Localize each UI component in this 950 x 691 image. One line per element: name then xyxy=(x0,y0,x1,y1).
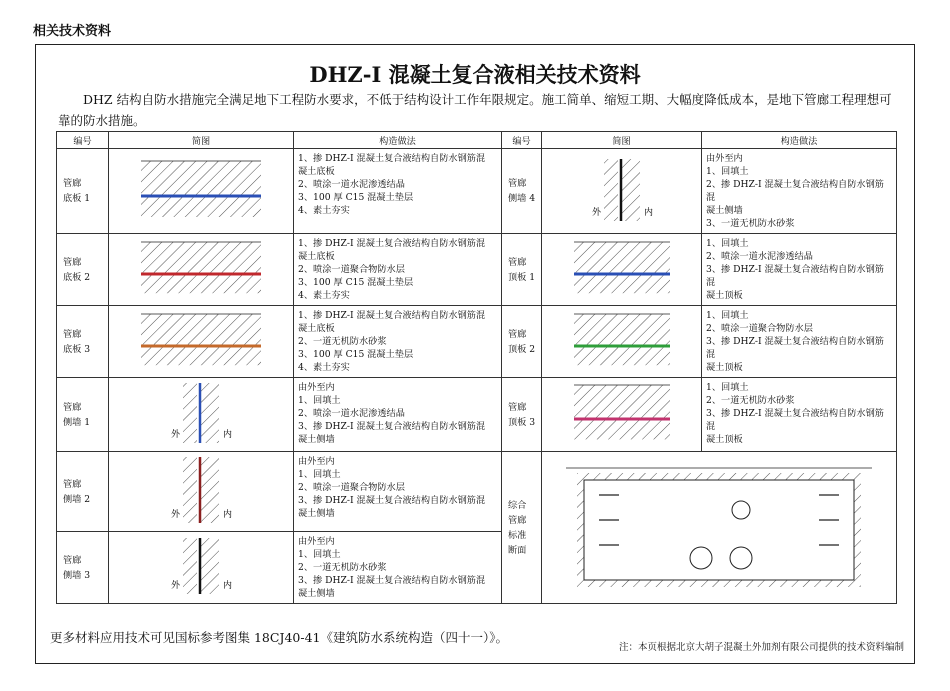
code-line: 侧墙 1 xyxy=(63,416,91,428)
method-line: 3、100 厚 C15 混凝土垫层 xyxy=(298,277,414,288)
method-line: 凝土侧墙 xyxy=(298,588,335,599)
right-method-cell xyxy=(702,378,897,452)
method-line: 2、一道无机防水砂浆 xyxy=(706,395,795,406)
right-figure-cell xyxy=(542,149,702,234)
wall-concrete-hatch xyxy=(201,457,219,523)
right-method-cell xyxy=(702,149,897,234)
table-row xyxy=(57,378,897,452)
spec-table xyxy=(56,131,897,604)
concrete-layer-hatch xyxy=(141,242,261,274)
method-line: 凝土底板 xyxy=(298,251,335,262)
right-figure-cell xyxy=(542,234,702,306)
method-line: 3、掺 DHZ-I 混凝土复合液结构自防水钢筋混 xyxy=(298,575,486,586)
method-line: 2、喷涂一道聚合物防水层 xyxy=(298,264,405,275)
wall-concrete-hatch xyxy=(201,538,219,594)
right-figure-cell xyxy=(542,378,702,452)
left-code-cell xyxy=(57,532,109,604)
method-line: 由外至内 xyxy=(298,536,335,547)
concrete-layer-hatch xyxy=(574,242,670,274)
method-line: 2、喷涂一道聚合物防水层 xyxy=(706,323,813,334)
method-line: 凝土侧墙 xyxy=(298,508,335,519)
outer-side-label: 外 xyxy=(171,430,181,440)
method-line: 凝土侧墙 xyxy=(706,205,743,216)
footer-reference: 更多材料应用技术可见国标参考图集 18CJ40-41《建筑防水系统构造（四十一）》。 xyxy=(50,630,508,645)
code-line: 底板 1 xyxy=(63,193,91,204)
col-header-figure-left: 简图 xyxy=(109,132,294,149)
backfill-hatch xyxy=(183,538,197,594)
wall-concrete-hatch xyxy=(622,159,640,221)
method-line: 2、喷涂一道水泥渗透结晶 xyxy=(298,179,405,190)
code-line: 管廊 xyxy=(508,178,527,189)
floor-slab-figure xyxy=(111,155,291,225)
method-line: 1、回填土 xyxy=(706,166,749,177)
wall-concrete-hatch xyxy=(201,383,219,443)
left-code-cell xyxy=(57,452,109,532)
concrete-layer-hatch xyxy=(141,161,261,196)
left-code-cell xyxy=(57,149,109,234)
table-row xyxy=(57,149,897,234)
method-line: 1、回填土 xyxy=(706,238,749,249)
col-header-method-left: 构造做法 xyxy=(294,132,502,149)
method-line: 由外至内 xyxy=(298,456,335,467)
base-layer-hatch xyxy=(141,274,261,293)
left-code-cell xyxy=(57,306,109,378)
floor-slab-figure xyxy=(111,308,291,372)
code-line: 管廊 xyxy=(63,554,82,566)
method-line: 凝土侧墙 xyxy=(298,434,335,445)
method-line: 3、掺 DHZ-I 混凝土复合液结构自防水钢筋混 xyxy=(706,408,884,432)
left-code-cell xyxy=(57,234,109,306)
code-line: 标准 xyxy=(508,529,527,541)
inner-side-label: 内 xyxy=(643,207,653,218)
code-line: 侧墙 4 xyxy=(508,193,536,204)
roof-slab-figure xyxy=(544,308,700,372)
method-line: 由外至内 xyxy=(298,382,335,393)
code-line: 综合 xyxy=(508,499,527,511)
code-line: 管廊 xyxy=(63,256,82,268)
method-line: 4、素土夯实 xyxy=(298,362,350,373)
right-code-cell xyxy=(502,306,542,378)
page-title: DHZ-I 混凝土复合液相关技术资料 xyxy=(309,62,641,87)
col-header-code-right: 编号 xyxy=(502,132,542,149)
section-code-cell xyxy=(502,452,542,604)
side-wall-figure xyxy=(544,155,700,225)
table-row xyxy=(57,306,897,378)
col-header-code-left: 编号 xyxy=(57,132,109,149)
code-line: 侧墙 2 xyxy=(63,493,91,505)
right-code-cell xyxy=(502,378,542,452)
method-line: 1、回填土 xyxy=(298,469,341,480)
method-line: 凝土顶板 xyxy=(706,362,743,373)
method-line: 3、掺 DHZ-I 混凝土复合液结构自防水钢筋混 xyxy=(706,336,884,360)
concrete-layer-hatch xyxy=(574,385,670,419)
left-figure-cell xyxy=(109,149,294,234)
code-line: 管廊 xyxy=(508,256,527,268)
method-line: 1、掺 DHZ-I 混凝土复合液结构自防水钢筋混 xyxy=(298,153,486,164)
inner-side-label: 内 xyxy=(223,581,233,591)
right-code-cell xyxy=(502,149,542,234)
inner-side-label: 内 xyxy=(223,510,233,520)
right-method-cell xyxy=(702,234,897,306)
outer-side-label: 外 xyxy=(591,207,601,218)
code-line: 管廊 xyxy=(63,178,82,189)
table-header-row xyxy=(57,132,897,149)
gallery-chamber xyxy=(584,480,854,580)
left-method-cell xyxy=(294,234,502,306)
left-method-cell xyxy=(294,378,502,452)
code-line: 管廊 xyxy=(63,328,82,340)
left-method-cell xyxy=(294,306,502,378)
left-method-cell xyxy=(294,149,502,234)
base-layer-hatch xyxy=(141,196,261,217)
base-layer-hatch xyxy=(574,346,670,365)
roof-slab-figure xyxy=(544,379,700,447)
code-line: 底板 2 xyxy=(63,271,91,283)
method-line: 2、掺 DHZ-I 混凝土复合液结构自防水钢筋混 xyxy=(706,179,884,203)
document-frame xyxy=(35,44,915,664)
left-figure-cell xyxy=(109,378,294,452)
side-wall-figure xyxy=(111,534,291,598)
code-line: 管廊 xyxy=(508,514,527,526)
concrete-layer-hatch xyxy=(141,314,261,346)
left-figure-cell xyxy=(109,452,294,532)
section-figure-cell xyxy=(542,452,897,604)
intro-paragraph: DHZ 结构自防水措施完全满足地下工程防水要求，不低于结构设计工作年限规定。施工简单、缩短工期、大幅度降低成本，是地下管廊工程理想可靠的防水措施。 xyxy=(58,92,892,128)
method-line: 4、素土夯实 xyxy=(298,290,350,301)
method-line: 1、回填土 xyxy=(298,549,341,560)
code-line: 管廊 xyxy=(63,478,82,490)
backfill-hatch xyxy=(183,383,197,443)
code-line: 顶板 3 xyxy=(508,416,536,428)
left-figure-cell xyxy=(109,306,294,378)
code-line: 底板 3 xyxy=(63,343,91,355)
base-layer-hatch xyxy=(574,419,670,439)
backfill-hatch xyxy=(183,457,197,523)
code-line: 管廊 xyxy=(508,328,527,340)
left-method-cell xyxy=(294,532,502,604)
table-row xyxy=(57,452,897,532)
outer-side-label: 外 xyxy=(171,581,181,591)
section-header-label: 相关技术资料 xyxy=(33,24,112,39)
method-line: 3、掺 DHZ-I 混凝土复合液结构自防水钢筋混 xyxy=(298,421,486,432)
base-layer-hatch xyxy=(574,274,670,293)
method-line: 由外至内 xyxy=(706,153,743,164)
roof-slab-figure xyxy=(544,236,700,300)
method-line: 2、一道无机防水砂浆 xyxy=(298,336,387,347)
method-line: 3、掺 DHZ-I 混凝土复合液结构自防水钢筋混 xyxy=(706,264,884,288)
method-line: 3、100 厚 C15 混凝土垫层 xyxy=(298,192,414,203)
table-row xyxy=(57,234,897,306)
side-wall-figure xyxy=(111,379,291,447)
pipe-gallery-section-figure xyxy=(549,456,889,596)
method-line: 凝土底板 xyxy=(298,166,335,177)
right-code-cell xyxy=(502,234,542,306)
footer-note: 注：本页根据北京大胡子混凝土外加剂有限公司提供的技术资料编制 xyxy=(618,642,904,653)
side-wall-figure xyxy=(111,453,291,527)
method-line: 4、素土夯实 xyxy=(298,205,350,216)
left-code-cell xyxy=(57,378,109,452)
method-line: 3、100 厚 C15 混凝土垫层 xyxy=(298,349,414,360)
right-figure-cell xyxy=(542,306,702,378)
col-header-method-right: 构造做法 xyxy=(702,132,897,149)
code-line: 侧墙 3 xyxy=(63,569,91,581)
method-line: 2、喷涂一道水泥渗透结晶 xyxy=(298,408,405,419)
left-figure-cell xyxy=(109,234,294,306)
code-line: 顶板 2 xyxy=(508,343,536,355)
base-layer-hatch xyxy=(141,346,261,365)
code-line: 管廊 xyxy=(508,401,527,413)
method-line: 2、喷涂一道聚合物防水层 xyxy=(298,482,405,493)
code-line: 管廊 xyxy=(63,401,82,413)
method-line: 2、一道无机防水砂浆 xyxy=(298,562,387,573)
method-line: 凝土顶板 xyxy=(706,434,743,445)
right-method-cell xyxy=(702,306,897,378)
col-header-figure-right: 简图 xyxy=(542,132,702,149)
left-figure-cell xyxy=(109,532,294,604)
method-line: 2、喷涂一道水泥渗透结晶 xyxy=(706,251,813,262)
backfill-hatch xyxy=(604,159,618,221)
method-line: 凝土顶板 xyxy=(706,290,743,301)
code-line: 顶板 1 xyxy=(508,271,536,283)
method-line: 凝土底板 xyxy=(298,323,335,334)
left-method-cell xyxy=(294,452,502,532)
method-line: 3、掺 DHZ-I 混凝土复合液结构自防水钢筋混 xyxy=(298,495,486,506)
method-line: 1、掺 DHZ-I 混凝土复合液结构自防水钢筋混 xyxy=(298,238,486,249)
method-line: 3、一道无机防水砂浆 xyxy=(706,218,795,229)
method-line: 1、回填土 xyxy=(298,395,341,406)
floor-slab-figure xyxy=(111,236,291,300)
method-line: 1、回填土 xyxy=(706,382,749,393)
outer-side-label: 外 xyxy=(171,510,181,520)
method-line: 1、掺 DHZ-I 混凝土复合液结构自防水钢筋混 xyxy=(298,310,486,321)
inner-side-label: 内 xyxy=(223,430,233,440)
code-line: 断面 xyxy=(508,544,527,556)
method-line: 1、回填土 xyxy=(706,310,749,321)
concrete-layer-hatch xyxy=(574,314,670,346)
